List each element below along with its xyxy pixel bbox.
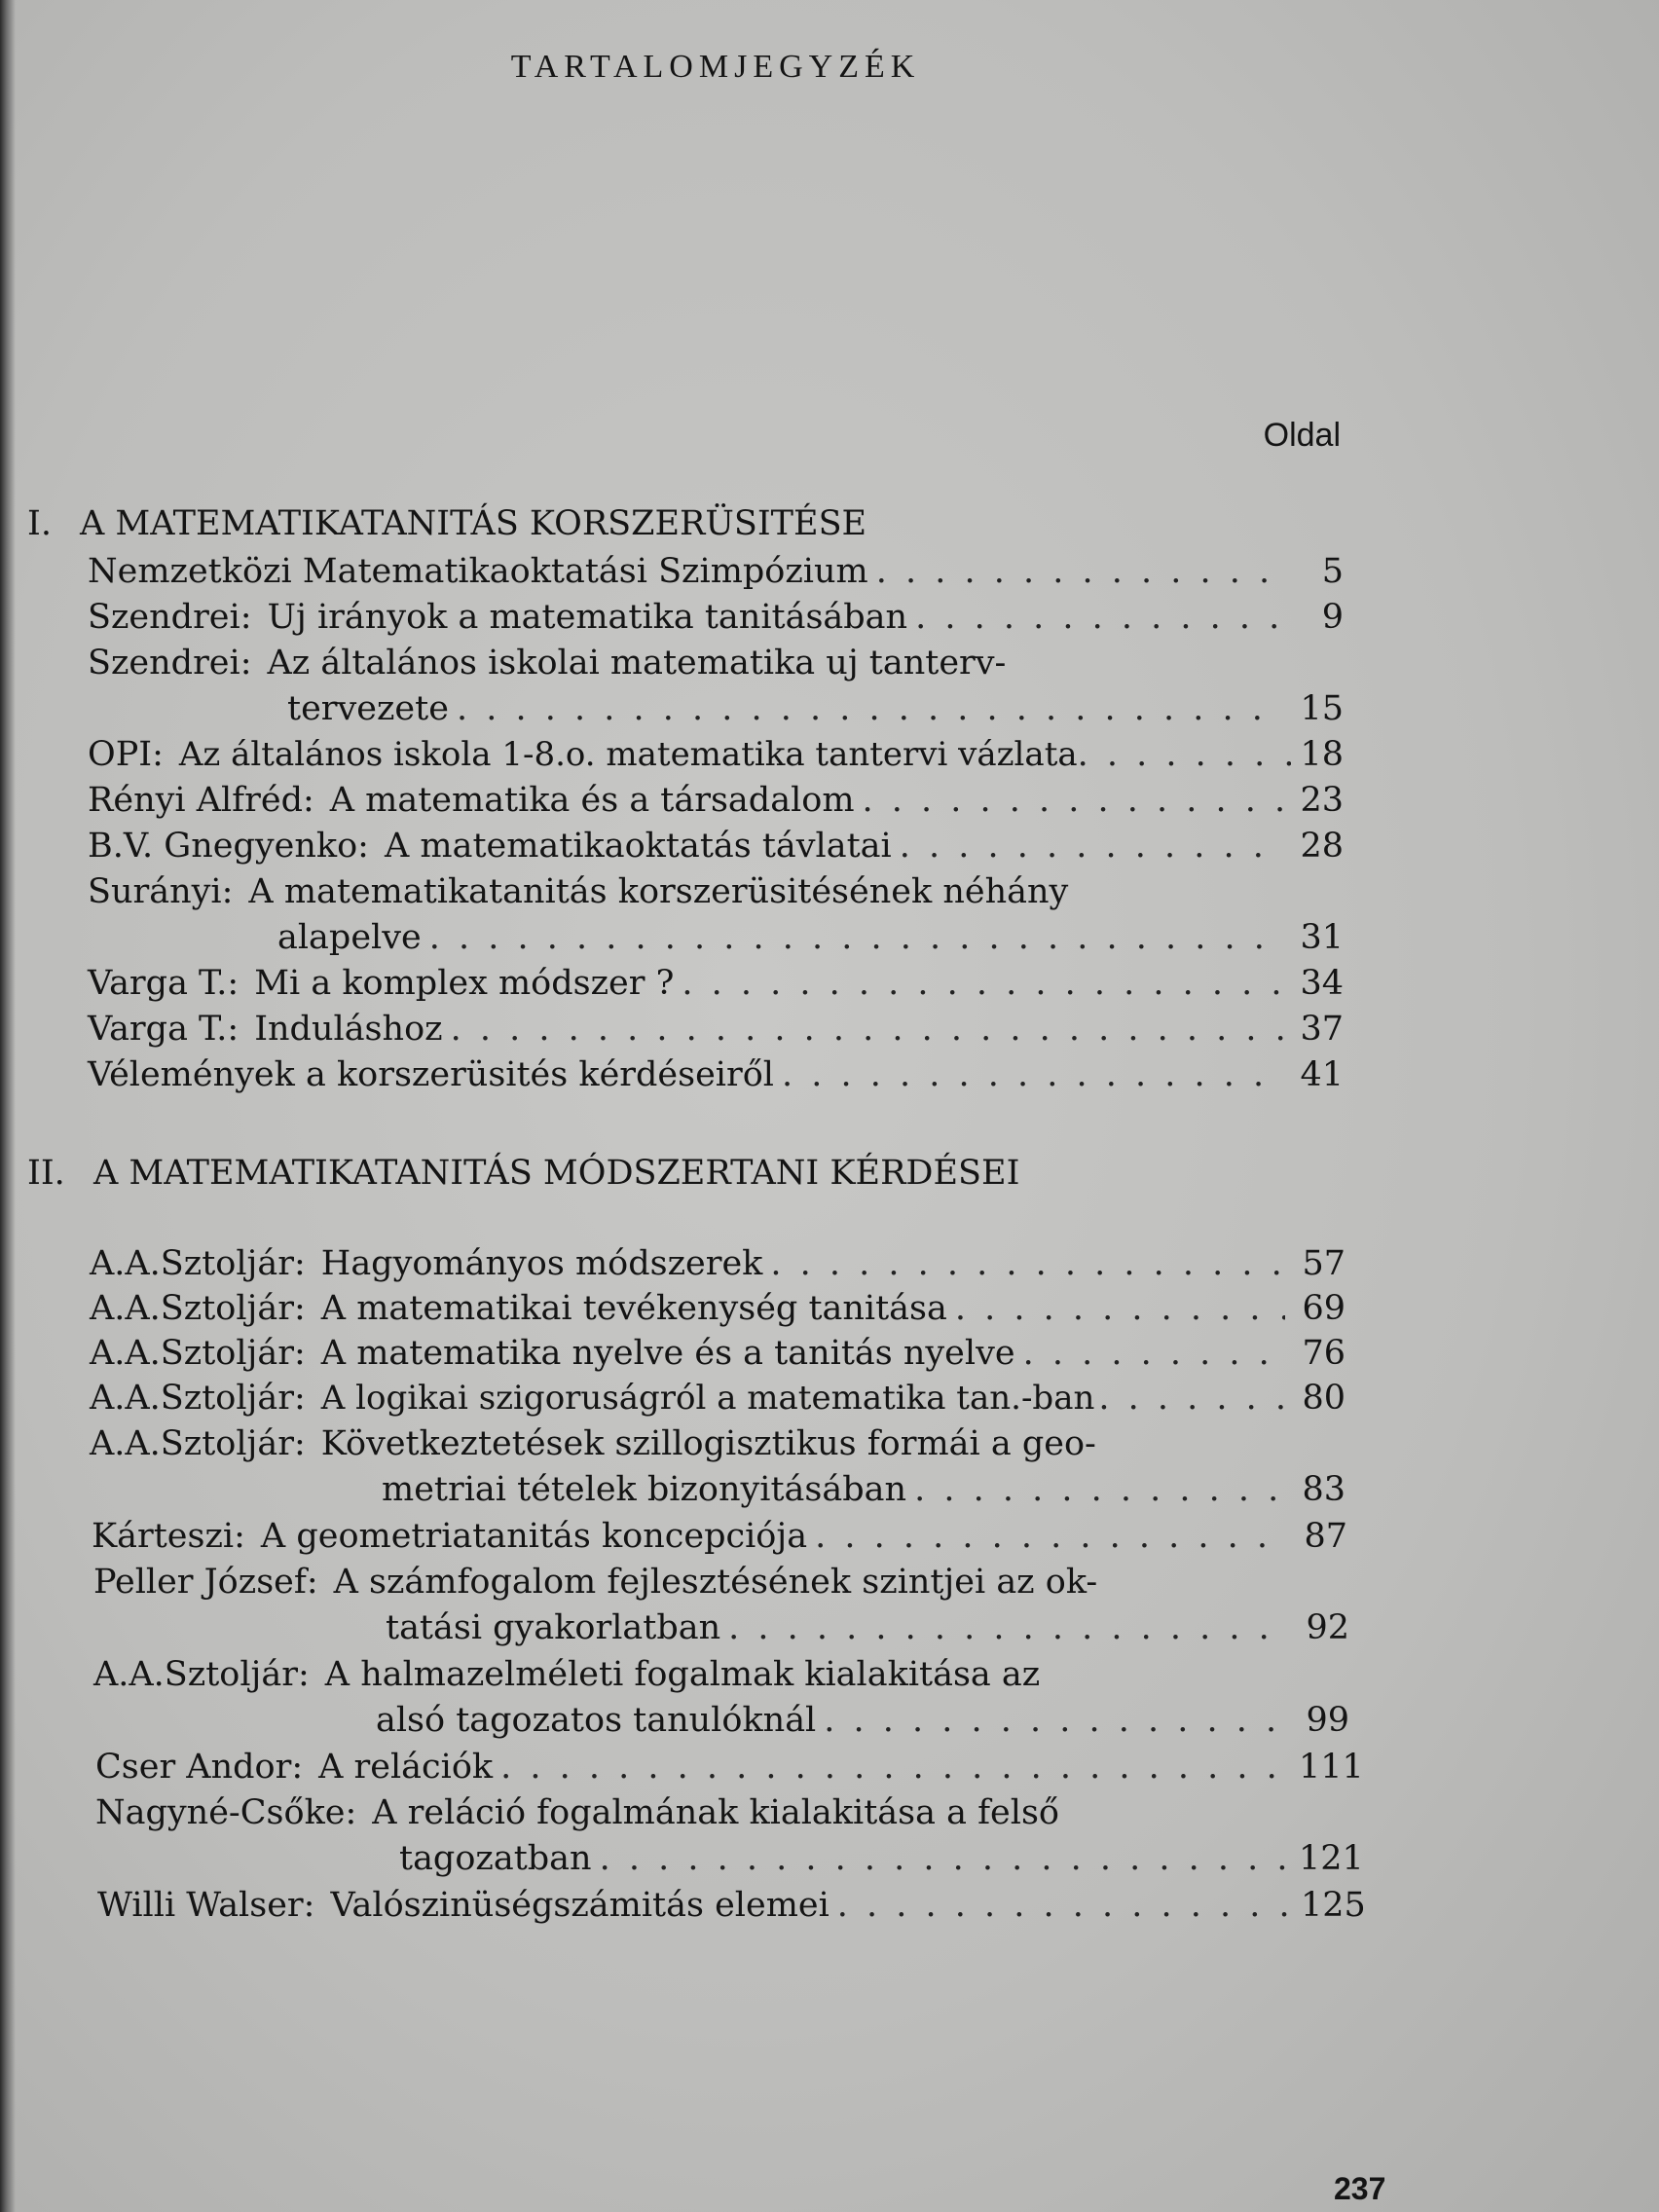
entry-title: A relációk bbox=[318, 1748, 494, 1787]
entry-author: A.A.Sztoljár: bbox=[90, 1244, 306, 1283]
entry-author: B.V. Gnegyenko: bbox=[88, 827, 369, 866]
entry-author: OPI: bbox=[88, 735, 164, 774]
dot-leader bbox=[429, 915, 1283, 961]
entry-author: A.A.Sztoljár: bbox=[90, 1379, 306, 1418]
entry-page: 92 bbox=[1306, 1608, 1349, 1647]
toc-entry bbox=[90, 1241, 1346, 1287]
page-number: 237 bbox=[1334, 2171, 1386, 2206]
entry-page: 41 bbox=[1300, 1055, 1344, 1094]
section-number: I. bbox=[27, 504, 52, 543]
entry-page: 18 bbox=[1300, 735, 1344, 774]
section-heading-1 bbox=[27, 504, 866, 543]
entry-page: 121 bbox=[1299, 1839, 1364, 1878]
toc-entry bbox=[92, 1514, 1347, 1560]
section-heading-2 bbox=[27, 1154, 1019, 1193]
toc-entry bbox=[95, 1790, 1364, 1882]
entry-page: 37 bbox=[1300, 1010, 1344, 1049]
dot-leader bbox=[915, 595, 1283, 641]
toc-entry bbox=[95, 1745, 1364, 1790]
dot-leader bbox=[863, 778, 1283, 824]
toc-entry bbox=[88, 732, 1344, 778]
entry-title-continued: tagozatban bbox=[399, 1839, 592, 1878]
toc-entry bbox=[88, 961, 1344, 1007]
toc-entry bbox=[88, 641, 1344, 732]
entry-page: 9 bbox=[1321, 598, 1344, 637]
dot-leader bbox=[900, 824, 1283, 869]
entry-title-continued: tervezete bbox=[287, 689, 449, 728]
entry-title: Következtetések szillogisztikus formái a geo- bbox=[320, 1424, 1096, 1463]
entry-page: 28 bbox=[1300, 827, 1344, 866]
toc-entry bbox=[88, 1052, 1344, 1098]
page-column-label: Oldal bbox=[1263, 417, 1341, 454]
entry-title: A matematika és a társadalom bbox=[329, 781, 855, 820]
entry-title: Valószinüségszámitás elemei bbox=[330, 1886, 830, 1925]
toc-entry bbox=[88, 595, 1344, 641]
entry-author: Peller József: bbox=[93, 1563, 318, 1602]
toc-entry bbox=[90, 1421, 1346, 1513]
entry-page: 15 bbox=[1300, 689, 1344, 728]
entry-author: Szendrei: bbox=[88, 644, 252, 682]
entry-author: Varga T.: bbox=[88, 1010, 240, 1049]
dot-leader bbox=[600, 1836, 1291, 1882]
entry-author: A.A.Sztoljár: bbox=[90, 1424, 306, 1463]
section-title: A MATEMATIKATANITÁS MÓDSZERTANI KÉRDÉSEI bbox=[93, 1154, 1020, 1193]
dot-leader bbox=[914, 1467, 1285, 1513]
dot-leader bbox=[824, 1698, 1289, 1744]
toc-entry bbox=[97, 1883, 1366, 1929]
dot-leader bbox=[955, 1286, 1285, 1332]
entry-author: Surányi: bbox=[88, 872, 234, 911]
dot-leader bbox=[500, 1745, 1291, 1790]
entry-page: 76 bbox=[1302, 1334, 1346, 1373]
entry-title: A számfogalom fejlesztésének szintjei az ok- bbox=[333, 1563, 1098, 1602]
entry-title-continued: alapelve bbox=[277, 918, 422, 957]
dot-leader bbox=[837, 1883, 1293, 1929]
entry-page: 83 bbox=[1302, 1470, 1346, 1509]
entry-page: 31 bbox=[1300, 918, 1344, 957]
toc-entry bbox=[90, 1286, 1346, 1332]
dot-leader bbox=[876, 549, 1283, 595]
entry-author: Kárteszi: bbox=[92, 1517, 245, 1556]
entry-title: A logikai szigoruságról a matematika tan.-ban bbox=[320, 1379, 1095, 1418]
entry-title-continued: tatási gyakorlatban bbox=[386, 1608, 721, 1647]
entry-title: Az általános iskola 1-8.o. matematika tantervi vázlata bbox=[178, 735, 1078, 774]
toc-entry bbox=[93, 1560, 1349, 1651]
entry-title: A matematikai tevékenység tanitása bbox=[320, 1289, 947, 1328]
entry-author: A.A.Sztoljár: bbox=[90, 1289, 306, 1328]
entry-title: A halmazelméleti fogalmak kialakitása az bbox=[324, 1655, 1041, 1694]
section-number: II. bbox=[27, 1154, 65, 1193]
dot-leader bbox=[682, 961, 1283, 1007]
toc-entry bbox=[88, 1007, 1344, 1052]
entry-page: 69 bbox=[1302, 1289, 1346, 1328]
entry-title: Induláshoz bbox=[254, 1010, 443, 1049]
dot-leader bbox=[782, 1052, 1283, 1098]
toc-entry bbox=[93, 1652, 1349, 1744]
entry-page: 125 bbox=[1301, 1886, 1366, 1925]
entry-title: Nemzetközi Matematikaoktatási Szimpózium bbox=[88, 552, 868, 591]
entry-title: Uj irányok a matematika tanitásában bbox=[267, 598, 908, 637]
entry-author: A.A.Sztoljár: bbox=[93, 1655, 310, 1694]
entry-title: A matematikaoktatás távlatai bbox=[384, 827, 892, 866]
dot-leader bbox=[1078, 732, 1291, 778]
entry-page: 23 bbox=[1300, 781, 1344, 820]
dot-leader bbox=[1098, 1376, 1289, 1421]
section-title: A MATEMATIKATANITÁS KORSZERÜSITÉSE bbox=[80, 504, 867, 543]
entry-page: 99 bbox=[1306, 1701, 1349, 1740]
toc-entry bbox=[88, 824, 1344, 869]
toc-entry bbox=[90, 1376, 1346, 1421]
entry-page: 57 bbox=[1302, 1244, 1346, 1283]
entry-author: Varga T.: bbox=[88, 964, 240, 1003]
toc-entry bbox=[88, 869, 1344, 961]
entry-page: 34 bbox=[1300, 964, 1344, 1003]
entry-title-continued: alsó tagozatos tanulóknál bbox=[376, 1701, 817, 1740]
entry-title-continued: metriai tételek bizonyitásában bbox=[382, 1470, 907, 1509]
entry-author: Szendrei: bbox=[88, 598, 252, 637]
dot-leader bbox=[1023, 1331, 1285, 1377]
entry-author: A.A.Sztoljár: bbox=[90, 1334, 306, 1373]
entry-author: Willi Walser: bbox=[97, 1886, 315, 1925]
dot-leader bbox=[770, 1241, 1285, 1287]
dot-leader bbox=[457, 686, 1283, 732]
entry-page: 111 bbox=[1299, 1748, 1364, 1787]
page-title: TARTALOMJEGYZÉK bbox=[510, 49, 921, 85]
entry-page: 80 bbox=[1302, 1379, 1346, 1418]
toc-entry bbox=[88, 778, 1344, 824]
entry-title: A geometriatanitás koncepciója bbox=[260, 1517, 808, 1556]
toc-entry bbox=[88, 549, 1344, 595]
entry-title: Az általános iskolai matematika uj tanterv- bbox=[267, 644, 1007, 682]
entry-title: A matematikatanitás korszerüsitésének néhány bbox=[248, 872, 1069, 911]
entry-page: 5 bbox=[1321, 552, 1344, 591]
entry-title: Mi a komplex módszer ? bbox=[254, 964, 675, 1003]
entry-title: A matematika nyelve és a tanitás nyelve bbox=[320, 1334, 1015, 1373]
entry-title: A reláció fogalmának kialakitása a felső bbox=[372, 1793, 1059, 1832]
entry-title: Hagyományos módszerek bbox=[320, 1244, 763, 1283]
entry-author: Nagyné-Csőke: bbox=[95, 1793, 357, 1832]
dot-leader bbox=[815, 1514, 1287, 1560]
entry-title: Vélemények a korszerüsités kérdéseiről bbox=[88, 1055, 774, 1094]
dot-leader bbox=[728, 1605, 1289, 1651]
spine-shadow bbox=[0, 0, 16, 2212]
entry-author: Rényi Alfréd: bbox=[88, 781, 314, 820]
toc-entry bbox=[90, 1331, 1346, 1377]
entry-author: Cser Andor: bbox=[95, 1748, 304, 1787]
entry-page: 87 bbox=[1304, 1517, 1347, 1556]
dot-leader bbox=[451, 1007, 1283, 1052]
